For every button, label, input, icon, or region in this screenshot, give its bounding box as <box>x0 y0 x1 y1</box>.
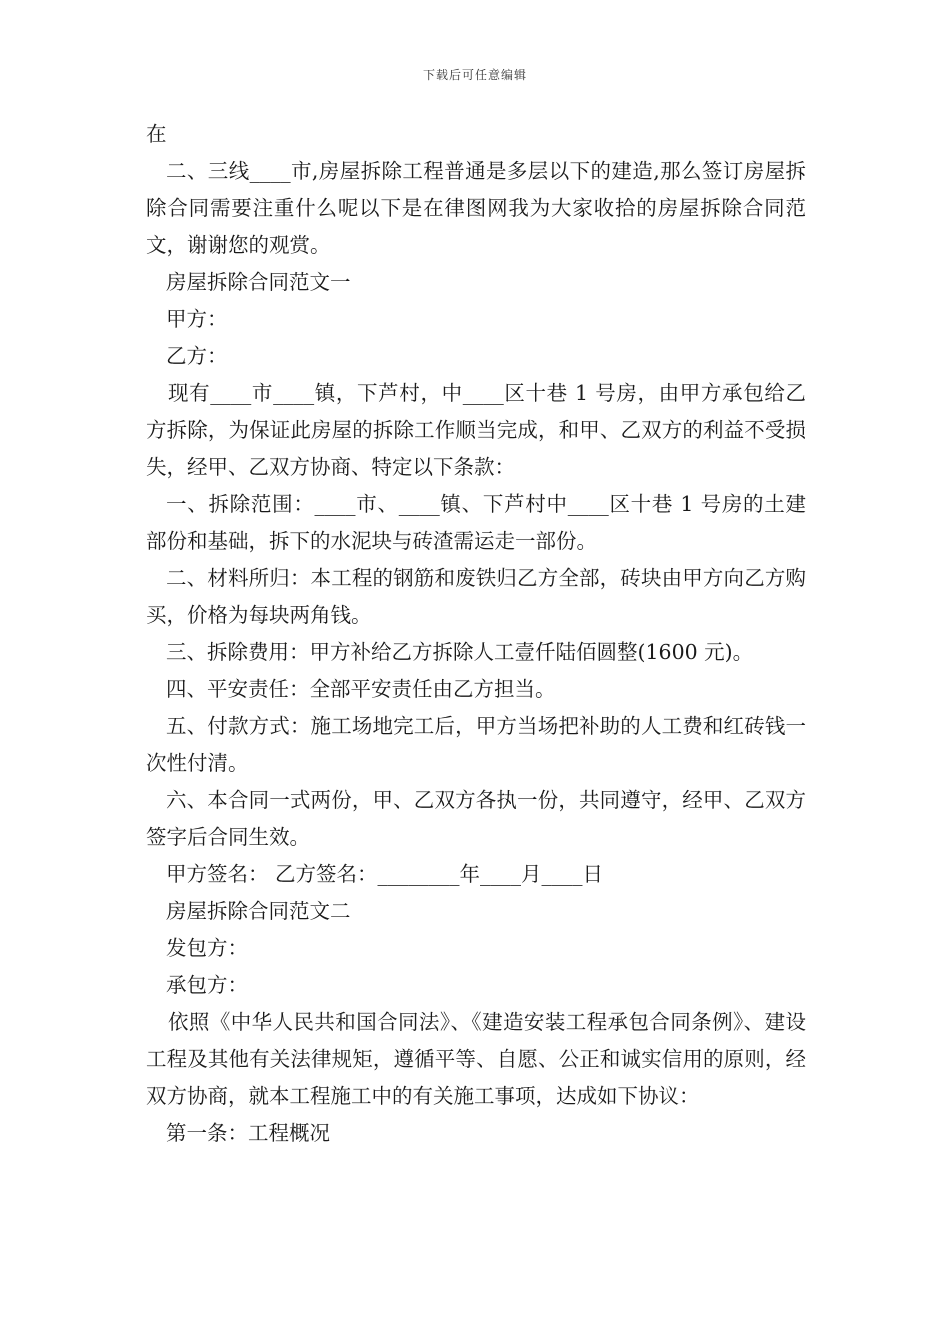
article-title: 第一条：工程概况 <box>166 1121 330 1145</box>
clause-5: 五、付款方式：施工场地完工后，甲方当场把补助的人工费和红砖钱一次性付清。 <box>146 714 806 775</box>
signature-line: 甲方签名： 乙方签名：________年____月____日 <box>166 862 604 886</box>
party-b-label: 乙方： <box>166 344 228 368</box>
page-header: 下载后可任意编辑 <box>422 68 527 82</box>
document-body <box>146 116 806 1152</box>
section-title: 房屋拆除合同范文二 <box>166 899 351 923</box>
clause-4: 四、平安责任：全部平安责任由乙方担当。 <box>166 677 556 701</box>
clause-3: 三、拆除费用：甲方补给乙方拆除人工壹仟陆佰圆整(1600 元)。 <box>166 640 754 664</box>
clause-2: 二、材料所归：本工程的钢筋和废铁归乙方全部，砖块由甲方向乙方购买，价格为每块两角钱。 <box>146 566 806 627</box>
party-a-label: 甲方： <box>166 307 228 331</box>
clause-1: 一、拆除范围：____市、____镇、下芦村中____区十巷 1 号房的土建部份和基础，拆下的水泥块与砖渣需运走一部份。 <box>146 492 806 553</box>
paragraph: 二、三线____市,房屋拆除工程普通是多层以下的建造,那么签订房屋拆除合同需要注重什么呢以下是在律图网我为大家收拾的房屋拆除合同范文，谢谢您的观赏。 <box>146 159 806 257</box>
contractor-label: 发包方： <box>166 936 248 960</box>
paragraph: 现有____市____镇，下芦村，中____区十巷 1 号房，由甲方承包给乙方拆除，为保证此房屋的拆除工作顺当完成，和甲、乙双方的利益不受损失，经甲、乙双方协商、特定以下条款： <box>146 381 806 479</box>
paragraph: 在 <box>146 122 167 146</box>
section-title: 房屋拆除合同范文一 <box>166 270 351 294</box>
subcontractor-label: 承包方： <box>166 973 248 997</box>
clause-6: 六、本合同一式两份，甲、乙双方各执一份，共同遵守，经甲、乙双方签字后合同生效。 <box>146 788 806 849</box>
paragraph: 依照《中华人民共和国合同法》、《建造安装工程承包合同条例》、建设工程及其他有关法律规矩，遵循平等、自愿、公正和诚实信用的原则，经双方协商，就本工程施工中的有关施工事项，达成如下协议： <box>146 1010 806 1108</box>
